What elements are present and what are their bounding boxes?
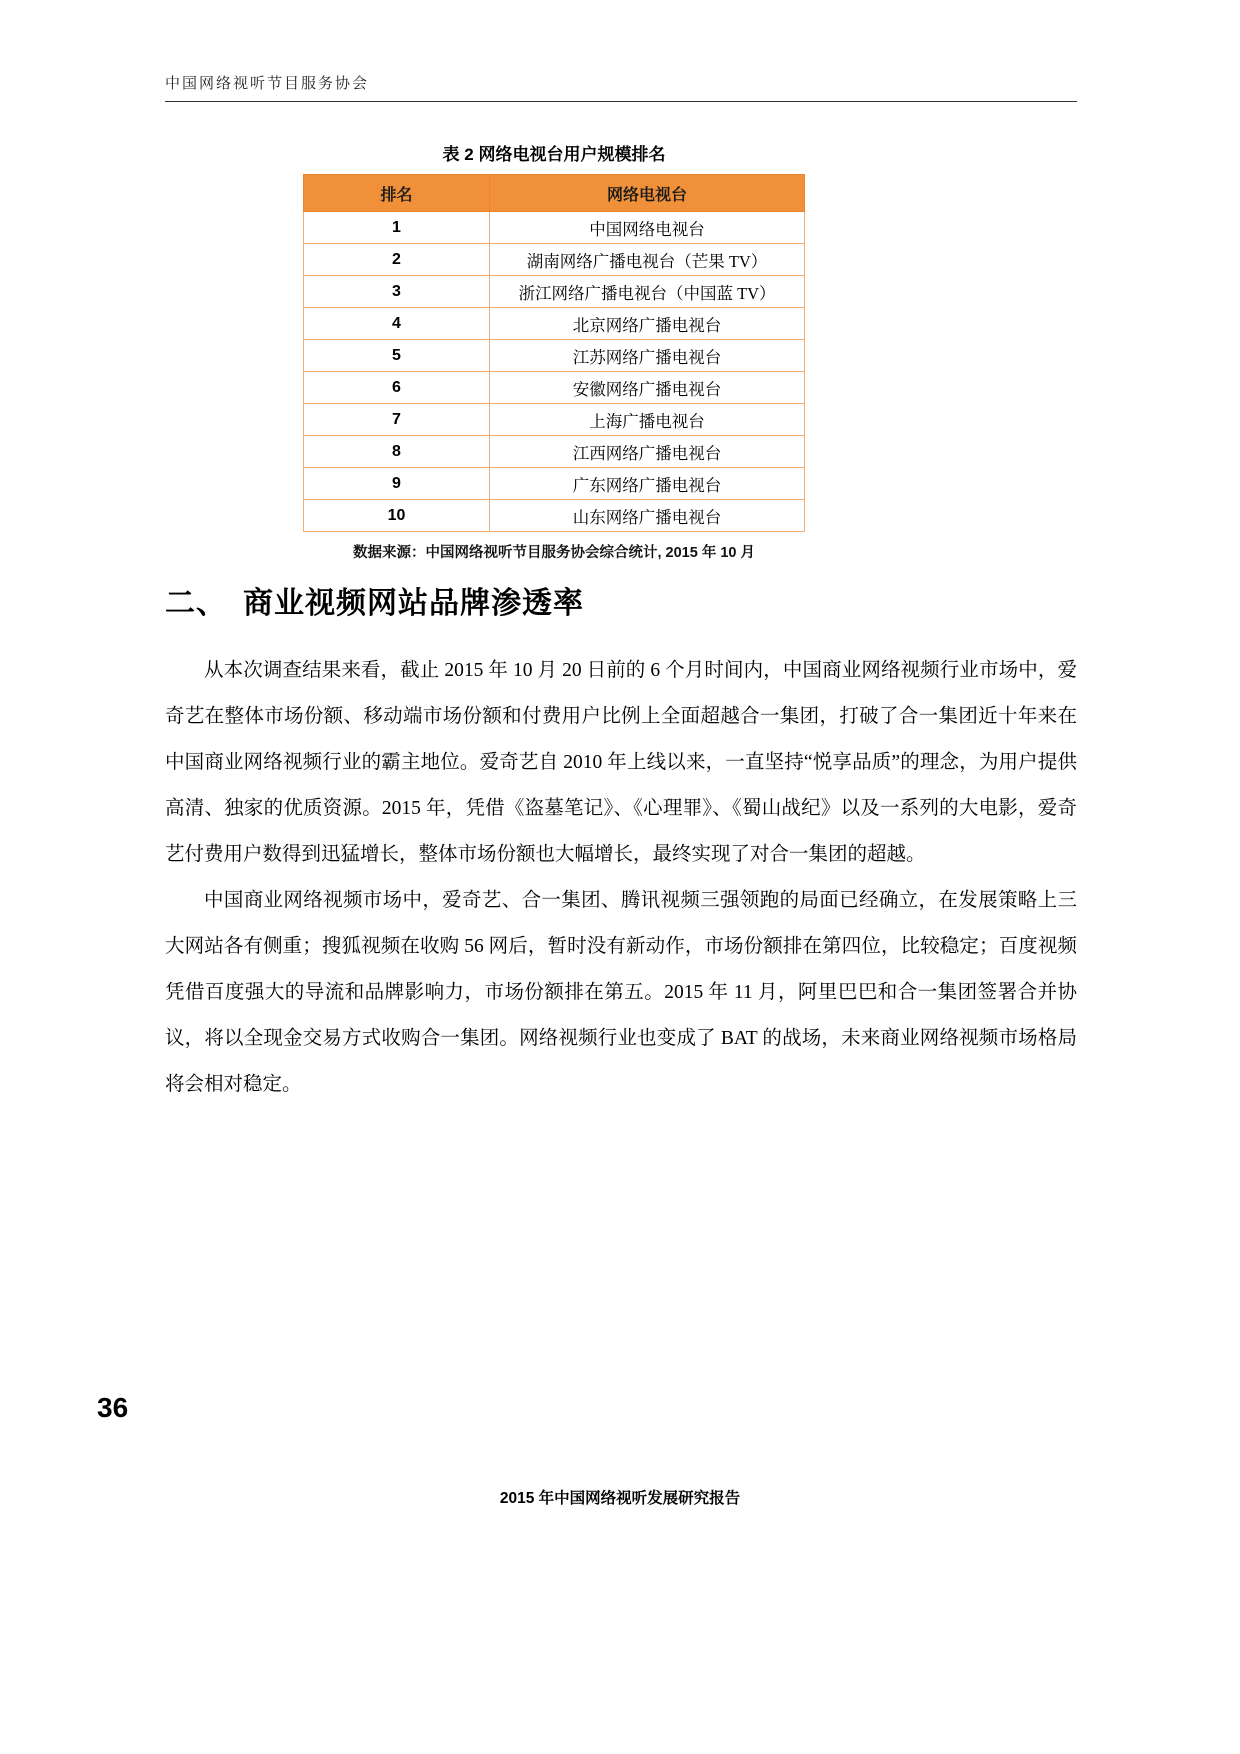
rank-cell: 5: [304, 340, 490, 372]
station-cell: 江苏网络广播电视台: [490, 340, 805, 372]
column-header-rank: 排名: [304, 175, 490, 212]
rank-cell: 9: [304, 468, 490, 500]
rank-cell: 8: [304, 436, 490, 468]
rank-cell: 1: [304, 212, 490, 244]
rank-cell: 7: [304, 404, 490, 436]
page-number: 36: [97, 1392, 129, 1423]
station-cell: 湖南网络广播电视台（芒果 TV）: [490, 244, 805, 276]
table-row: [304, 372, 805, 404]
table-title: 表 2 网络电视台用户规模排名: [442, 145, 666, 164]
station-cell: 中国网络电视台: [490, 212, 805, 244]
table-row: [304, 308, 805, 340]
rank-cell: 6: [304, 372, 490, 404]
running-header: 中国网络视听节目服务协会: [165, 72, 1077, 102]
section-heading: 二、 商业视频网站品牌渗透率: [165, 587, 584, 620]
rank-cell: 3: [304, 276, 490, 308]
table-row: [304, 404, 805, 436]
table-row: [304, 468, 805, 500]
station-cell: 江西网络广播电视台: [490, 436, 805, 468]
paragraph: 中国商业网络视频市场中，爱奇艺、合一集团、腾讯视频三强领跑的局面已经确立，在发展策略上三大网站各有侧重；搜狐视频在收购 56 网后，暂时没有新动作，市场份额排在第四位，比较稳定；百度视频凭借百度强大的导流和品牌影响力，市场份额排在第五。2015 年 11 月，阿里巴巴和合一集团签署合并协议，将以全现金交易方式收购合一集团。网络视频行业也变成了 BAT 的战场，未来商业网络视频市场格局将会相对稳定。: [165, 890, 1077, 1095]
rank-cell: 2: [304, 244, 490, 276]
table-row: [304, 244, 805, 276]
table-source-note: 数据来源：中国网络视听节目服务协会综合统计, 2015 年 10 月: [352, 545, 756, 561]
station-cell: 山东网络广播电视台: [490, 500, 805, 532]
rank-cell: 10: [304, 500, 490, 532]
station-cell: 浙江网络广播电视台（中国蓝 TV）: [490, 276, 805, 308]
table-header-row: [304, 175, 805, 212]
station-cell: 安徽网络广播电视台: [490, 372, 805, 404]
table-row: [304, 212, 805, 244]
running-footer: 2015 年中国网络视听发展研究报告: [499, 1490, 741, 1507]
ranking-table: [303, 174, 805, 532]
table-row: [304, 436, 805, 468]
paragraph: 从本次调查结果来看，截止 2015 年 10 月 20 日前的 6 个月时间内，中国商业网络视频行业市场中，爱奇艺在整体市场份额、移动端市场份额和付费用户比例上全面超越合一集团，打破了合一集团近十年来在中国商业网络视频行业的霸主地位。爱奇艺自 2010 年上线以来，一直坚持“悦享品质”的理念，为用户提供高清、独家的优质资源。2015 年，凭借《盗墓笔记》、《心理罪》、《蜀山战纪》以及一系列的大电影，爱奇艺付费用户数得到迅猛增长，整体市场份额也大幅增长，最终实现了对合一集团的超越。: [165, 660, 1077, 865]
table-block: [303, 140, 805, 562]
body-text: [165, 648, 1077, 1108]
table-row: [304, 500, 805, 532]
column-header-station: 网络电视台: [490, 175, 805, 212]
table-row: [304, 276, 805, 308]
table-row: [304, 340, 805, 372]
station-cell: 上海广播电视台: [490, 404, 805, 436]
rank-cell: 4: [304, 308, 490, 340]
station-cell: 广东网络广播电视台: [490, 468, 805, 500]
station-cell: 北京网络广播电视台: [490, 308, 805, 340]
